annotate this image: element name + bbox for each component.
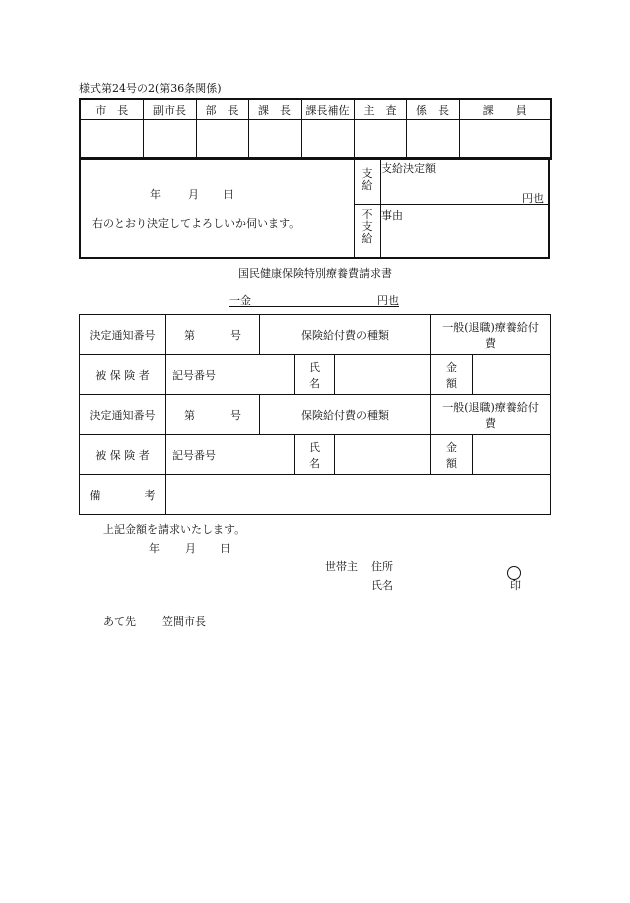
amount-field[interactable] — [473, 355, 551, 395]
decision-no-label: 決定通知番号 — [80, 395, 166, 435]
amount-label: 金 額 — [431, 355, 473, 395]
decision-no-field[interactable]: 第 号 — [166, 315, 260, 355]
reason-label: 事由 — [381, 209, 403, 222]
approver-header-deputy-mayor: 副市長 — [143, 99, 196, 120]
benefit-type-label: 保険給付費の種類 — [260, 315, 431, 355]
approver-header-chief-inspector: 主 査 — [354, 99, 406, 120]
table-row — [80, 395, 551, 435]
approver-header-section-chief: 課 長 — [248, 99, 301, 120]
approver-seal-cell[interactable] — [354, 120, 406, 160]
approval-date-month: 月 — [188, 188, 199, 201]
name-label: 氏 名 — [295, 355, 335, 395]
page-title: 国民健康保険特別療養費請求書 — [238, 267, 392, 280]
approver-seal-cell[interactable] — [301, 120, 354, 160]
form-id: 様式第24号の2(第36条関係) — [79, 82, 222, 95]
payment-yen-suffix: 円也 — [522, 192, 544, 205]
householder-label: 世帯主 — [325, 560, 358, 573]
name-field[interactable] — [335, 355, 431, 395]
table-row — [80, 475, 551, 515]
approver-seal-cell[interactable] — [248, 120, 301, 160]
name-field[interactable] — [335, 435, 431, 475]
decision-no-field[interactable]: 第 号 — [166, 395, 260, 435]
approval-request-text: 右のとおり決定してよろしいか伺います。 — [92, 217, 301, 230]
benefit-type-label: 保険給付費の種類 — [260, 395, 431, 435]
amount-suffix: 円也 — [377, 294, 399, 307]
request-date-day: 日 — [220, 542, 231, 555]
approval-date-day: 日 — [223, 188, 234, 201]
approver-seal-cell[interactable] — [143, 120, 196, 160]
approver-seal-cell[interactable] — [80, 120, 143, 160]
payment-label: 支給 — [354, 168, 381, 204]
table-row — [80, 315, 551, 355]
amount-prefix: 一金 — [229, 294, 251, 307]
benefit-type-value: 一般(退職)療養給付費 — [431, 395, 551, 435]
request-date-month: 月 — [185, 542, 196, 555]
recipient-label: あて先 — [103, 615, 136, 628]
recipient-value: 笠間市長 — [162, 615, 206, 628]
remarks-label: 備 考 — [80, 475, 166, 515]
nonpayment-label: 不支給 — [354, 205, 381, 258]
address-label: 住所 — [371, 560, 393, 573]
amount-line[interactable] — [229, 292, 399, 307]
approver-header-subsection-chief: 係 長 — [406, 99, 459, 120]
approver-seal-cell[interactable] — [196, 120, 248, 160]
approval-request-area — [81, 158, 355, 257]
request-statement: 上記金額を請求いたします。 — [103, 523, 246, 536]
approver-seal-cell[interactable] — [459, 120, 551, 160]
approver-seal-cell[interactable] — [406, 120, 459, 160]
approver-header-mayor: 市 長 — [80, 99, 143, 120]
claim-table — [79, 314, 551, 515]
table-row — [80, 435, 551, 475]
benefit-type-value: 一般(退職)療養給付費 — [431, 315, 551, 355]
name-label: 氏 名 — [295, 435, 335, 475]
symbol-no-field[interactable]: 記号番号 — [166, 435, 295, 475]
name-label: 氏名 — [371, 579, 393, 592]
approval-grid — [79, 98, 552, 160]
approver-header-assistant-chief: 課長補佐 — [301, 99, 354, 120]
request-date-year: 年 — [149, 542, 160, 555]
insured-label: 被 保 険 者 — [80, 435, 166, 475]
decision-box — [79, 157, 550, 259]
amount-label: 金 額 — [431, 435, 473, 475]
approver-header-staff: 課 員 — [459, 99, 551, 120]
remarks-field[interactable] — [166, 475, 551, 515]
table-row — [80, 355, 551, 395]
approval-date-year: 年 — [150, 188, 161, 201]
amount-field[interactable] — [473, 435, 551, 475]
insured-label: 被 保 険 者 — [80, 355, 166, 395]
symbol-no-field[interactable]: 記号番号 — [166, 355, 295, 395]
approver-header-director: 部 長 — [196, 99, 248, 120]
seal-mark: 印 — [510, 579, 521, 592]
payment-amount-label: 支給決定額 — [381, 162, 436, 175]
decision-no-label: 決定通知番号 — [80, 315, 166, 355]
